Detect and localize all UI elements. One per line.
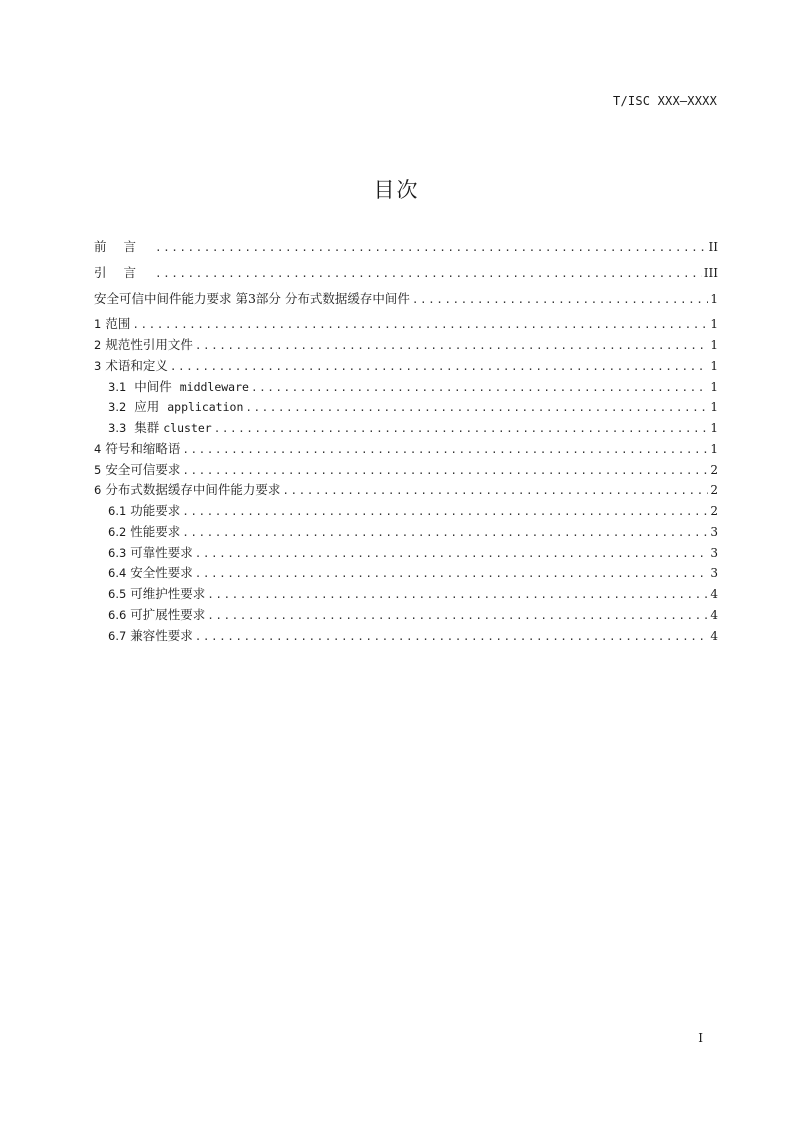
table-of-contents bbox=[94, 237, 718, 646]
toc-page-number: 3 bbox=[710, 524, 718, 539]
toc-entry-1[interactable] bbox=[94, 314, 718, 335]
toc-entry-5[interactable] bbox=[94, 460, 718, 481]
toc-page-number: 2 bbox=[710, 504, 718, 518]
toc-leader-dots bbox=[195, 336, 709, 357]
toc-section-number: 3.1 bbox=[108, 379, 127, 394]
toc-section-number: 1 bbox=[94, 317, 102, 332]
toc-page-number: 4 bbox=[710, 587, 718, 601]
toc-leader-dots bbox=[182, 502, 708, 523]
toc-page-number: 4 bbox=[710, 607, 718, 622]
toc-leader-dots bbox=[207, 606, 708, 627]
toc-entry-english-term: application bbox=[167, 400, 244, 415]
toc-entry-label: 安全可信要求 bbox=[105, 461, 181, 477]
toc-section-number: 3.3 bbox=[108, 421, 127, 435]
toc-entry-label: 中间件 bbox=[134, 378, 172, 394]
toc-entry-3-2[interactable] bbox=[94, 397, 718, 418]
toc-entry-label: 符号和缩略语 bbox=[105, 440, 181, 456]
toc-entry-6-5[interactable] bbox=[94, 584, 718, 605]
toc-entry-3-1[interactable] bbox=[94, 377, 718, 398]
toc-entry-label: 范围 bbox=[105, 316, 131, 332]
toc-entry-label: 术语和定义 bbox=[105, 357, 168, 373]
toc-entry-label: 引言 bbox=[94, 264, 154, 280]
toc-page-number: 4 bbox=[710, 628, 718, 643]
toc-entry-foreword[interactable] bbox=[94, 237, 718, 258]
toc-entry-6-6[interactable] bbox=[94, 605, 718, 626]
toc-section-number: 6.6 bbox=[108, 607, 127, 622]
toc-entry-label: 性能要求 bbox=[130, 523, 181, 539]
toc-leader-dots bbox=[282, 481, 708, 502]
toc-entry-label: 集群 bbox=[134, 420, 160, 435]
toc-section-number: 6.5 bbox=[108, 587, 127, 601]
toc-page-number: 2 bbox=[710, 462, 718, 477]
toc-entry-label: 兼容性要求 bbox=[130, 627, 193, 643]
toc-leader-dots bbox=[132, 315, 708, 336]
toc-section-number: 6.7 bbox=[108, 628, 127, 643]
toc-section-number: 3.2 bbox=[108, 400, 127, 415]
toc-leader-dots bbox=[412, 290, 708, 311]
toc-entry-label: 规范性引用文件 bbox=[105, 337, 193, 352]
toc-page-number: 1 bbox=[710, 379, 718, 394]
toc-entry-6-4[interactable] bbox=[94, 563, 718, 584]
toc-entry-english-term: middleware bbox=[179, 379, 249, 394]
toc-leader-dots bbox=[195, 564, 709, 585]
toc-leader-dots bbox=[251, 378, 708, 399]
toc-leader-dots bbox=[182, 461, 708, 482]
toc-title: 目次 bbox=[373, 178, 420, 202]
document-code: T/ISC XXX—XXXX bbox=[613, 94, 717, 108]
toc-section-number: 6 bbox=[94, 483, 102, 498]
toc-section-number: 2 bbox=[94, 338, 102, 352]
toc-entry-main-title[interactable] bbox=[94, 289, 718, 310]
toc-section-number: 5 bbox=[94, 462, 102, 477]
toc-page-number: 3 bbox=[710, 545, 718, 560]
toc-entry-label: 安全性要求 bbox=[130, 565, 193, 581]
toc-entry-introduction[interactable] bbox=[94, 263, 718, 284]
toc-entry-6[interactable] bbox=[94, 480, 718, 501]
toc-leader-dots bbox=[155, 264, 702, 285]
toc-section-number: 6.4 bbox=[108, 566, 127, 581]
toc-entry-6-7[interactable] bbox=[94, 626, 718, 647]
toc-entry-6-1[interactable] bbox=[94, 501, 718, 522]
toc-entry-label: 可靠性要求 bbox=[130, 544, 193, 560]
toc-page-number: 1 bbox=[710, 421, 718, 435]
toc-entry-2[interactable] bbox=[94, 335, 718, 356]
toc-page-number: 3 bbox=[710, 566, 718, 581]
toc-leader-dots bbox=[182, 440, 708, 461]
toc-entry-6-2[interactable] bbox=[94, 522, 718, 543]
toc-leader-dots bbox=[207, 585, 708, 606]
toc-leader-dots bbox=[170, 357, 709, 378]
toc-page-number: III bbox=[703, 265, 718, 280]
toc-entry-label: 可扩展性要求 bbox=[130, 606, 206, 622]
toc-leader-dots bbox=[195, 627, 709, 648]
toc-entry-label: 可维护性要求 bbox=[130, 586, 206, 601]
toc-page-number: 1 bbox=[710, 441, 718, 456]
toc-leader-dots bbox=[155, 238, 707, 259]
toc-leader-dots bbox=[182, 523, 708, 544]
toc-entry-6-3[interactable] bbox=[94, 543, 718, 564]
toc-entry-3[interactable] bbox=[94, 356, 718, 377]
toc-entry-label: 前言 bbox=[94, 239, 154, 254]
toc-page-number: 1 bbox=[710, 400, 718, 415]
toc-entry-label: 安全可信中间件能力要求 第3部分 分布式数据缓存中间件 bbox=[94, 290, 410, 306]
toc-leader-dots bbox=[195, 544, 709, 565]
toc-section-number: 4 bbox=[94, 441, 102, 456]
toc-section-number: 6.1 bbox=[108, 504, 127, 518]
toc-entry-label: 应用 bbox=[134, 399, 160, 415]
toc-page-number: 1 bbox=[710, 358, 718, 373]
toc-section-number: 6.2 bbox=[108, 524, 127, 539]
toc-page-number: II bbox=[708, 240, 718, 254]
toc-leader-dots bbox=[214, 419, 709, 440]
toc-page-number: 1 bbox=[710, 338, 718, 352]
toc-entry-label: 分布式数据缓存中间件能力要求 bbox=[105, 482, 281, 498]
toc-section-number: 3 bbox=[94, 358, 102, 373]
page-number: I bbox=[698, 1031, 703, 1045]
toc-leader-dots bbox=[245, 398, 708, 419]
toc-page-number: 2 bbox=[710, 483, 718, 498]
toc-entry-3-3[interactable] bbox=[94, 418, 718, 439]
toc-entry-4[interactable] bbox=[94, 439, 718, 460]
toc-page-number: 1 bbox=[710, 317, 718, 332]
toc-section-number: 6.3 bbox=[108, 545, 127, 560]
toc-entry-english-term: cluster bbox=[163, 421, 212, 435]
toc-entry-label: 功能要求 bbox=[130, 503, 181, 518]
toc-page-number: 1 bbox=[710, 291, 718, 306]
